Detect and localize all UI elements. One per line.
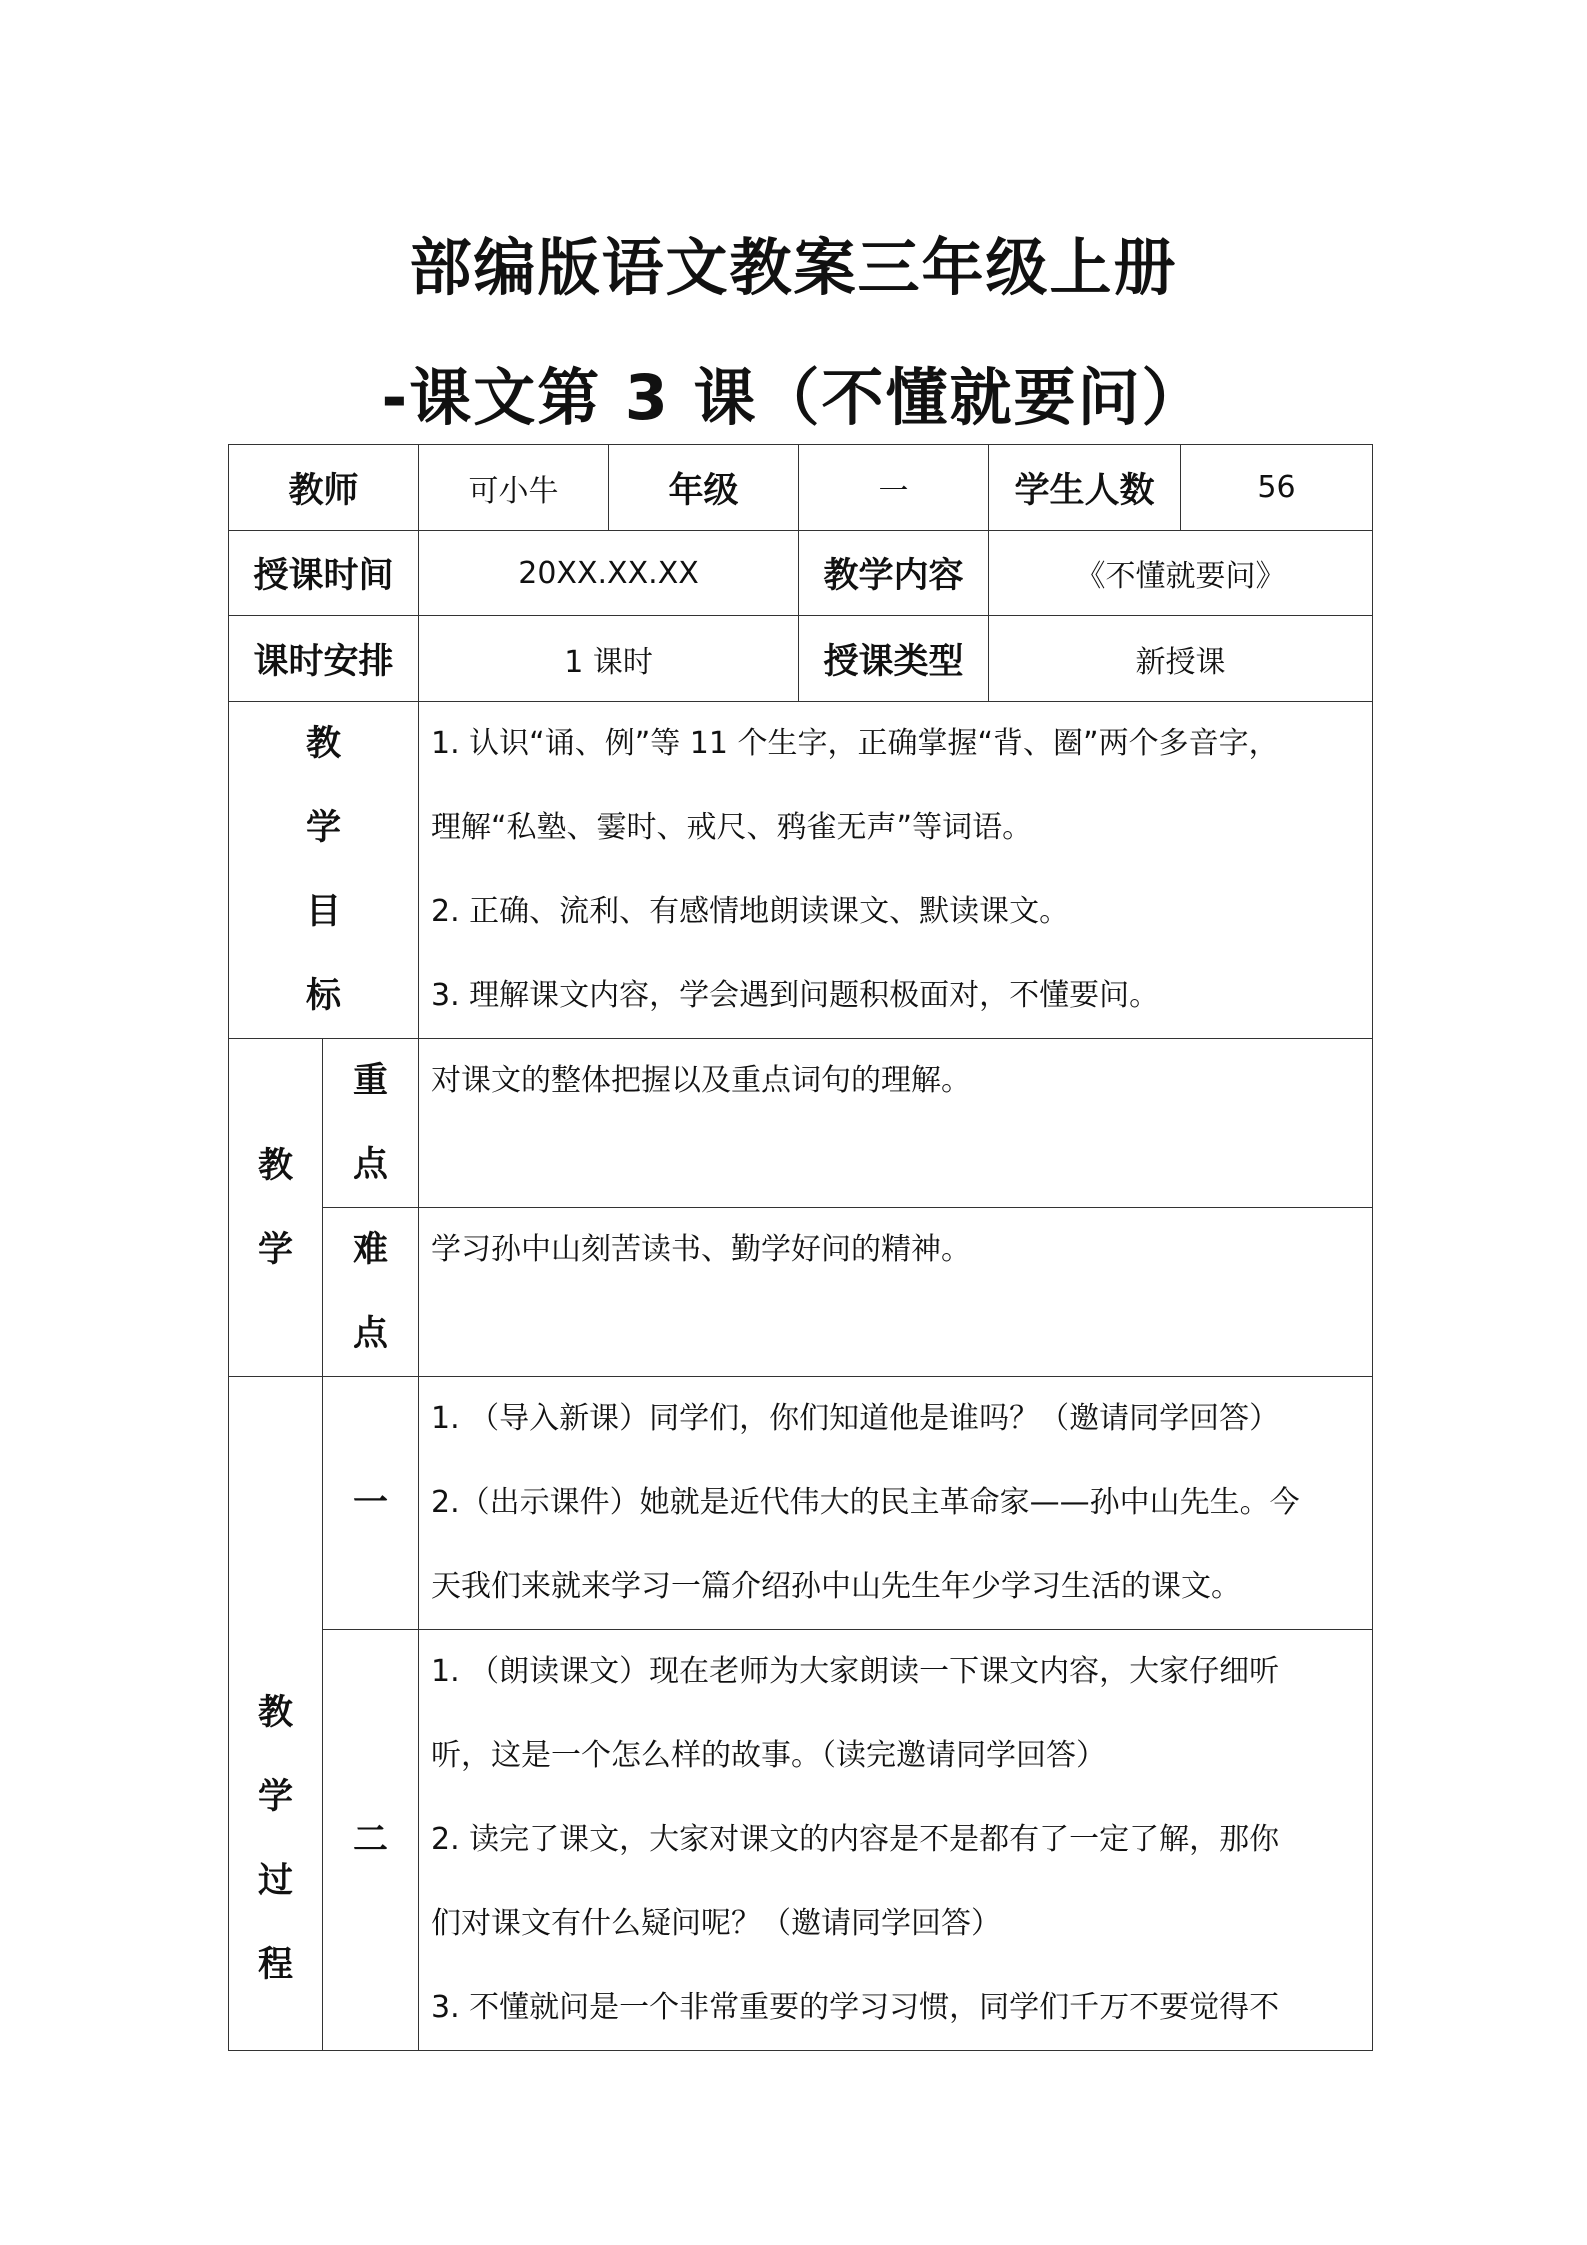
goals-label-char: 目	[306, 892, 342, 932]
goals-line: 2. 正确、流利、有感情地朗读课文、默读课文。	[431, 894, 1070, 929]
goals-line: 1. 认识“诵、例”等 11 个生字，正确掌握“背、圈”两个多音字，	[431, 726, 1279, 761]
document-title-line2: -课文第 3 课（不懂就要问）	[381, 361, 1206, 434]
step-two-line: 们对课文有什么疑问呢？（邀请同学回答）	[431, 1906, 1002, 1941]
step-two-line: 听，这是一个怎么样的故事。（读完邀请同学回答）	[431, 1738, 1107, 1773]
key-point-label	[323, 1039, 419, 1208]
goals-label-char: 学	[306, 808, 342, 848]
time-value: 20XX.XX.XX	[419, 531, 799, 616]
teacher-label: 教师	[229, 445, 419, 531]
lesson-plan-table	[228, 444, 1373, 2051]
step-two-line: 3. 不懂就问是一个非常重要的学习习惯，同学们千万不要觉得不	[431, 1990, 1280, 2025]
goals-line: 理解“私塾、霎时、戒尺、鸦雀无声”等词语。	[431, 810, 1033, 845]
focus-label	[229, 1039, 323, 1377]
step-one-label: 一	[323, 1377, 419, 1630]
content-label: 教学内容	[799, 531, 989, 616]
time-label: 授课时间	[229, 531, 419, 616]
key-point-text: 对课文的整体把握以及重点词句的理解。	[419, 1039, 1373, 1208]
hours-label: 课时安排	[229, 616, 419, 702]
difficult-point-char: 点	[353, 1314, 389, 1354]
step-two-label: 二	[323, 1630, 419, 2051]
content-value: 《不懂就要问》	[989, 531, 1373, 616]
goals-content	[419, 702, 1373, 1039]
step-one-content	[419, 1377, 1373, 1630]
teacher-value: 可小牛	[419, 445, 609, 531]
step-two-line: 2. 读完了课文，大家对课文的内容是不是都有了一定了解，那你	[431, 1822, 1280, 1857]
students-value: 56	[1181, 445, 1373, 531]
goals-label-char: 标	[306, 976, 342, 1016]
focus-label-char: 教	[257, 1145, 293, 1186]
process-label-char: 过	[257, 1860, 293, 1901]
process-label-char: 教	[257, 1692, 293, 1733]
type-value: 新授课	[989, 616, 1373, 702]
process-label-char: 学	[257, 1776, 293, 1817]
process-label-char: 程	[257, 1944, 293, 1985]
hours-value: 1 课时	[419, 616, 799, 702]
goals-line: 3. 理解课文内容，学会遇到问题积极面对，不懂要问。	[431, 978, 1160, 1013]
key-point-char: 重	[353, 1061, 389, 1101]
goals-label-char: 教	[306, 724, 342, 764]
focus-label-char: 学	[257, 1229, 293, 1270]
type-label: 授课类型	[799, 616, 989, 702]
step-two-line: 1. （朗读课文）现在老师为大家朗读一下课文内容，大家仔细听	[431, 1654, 1280, 1689]
goals-label	[229, 702, 419, 1039]
key-point-char: 点	[353, 1145, 389, 1185]
difficult-point-char: 难	[353, 1230, 389, 1270]
grade-value: 一	[799, 445, 989, 531]
difficult-point-label	[323, 1208, 419, 1377]
step-one-line: 天我们来就来学习一篇介绍孙中山先生年少学习生活的课文。	[431, 1569, 1242, 1604]
step-one-line: 1. （导入新课）同学们，你们知道他是谁吗？（邀请同学回答）	[431, 1401, 1280, 1436]
process-label	[229, 1377, 323, 2051]
grade-label: 年级	[609, 445, 799, 531]
step-one-line: 2.（出示课件）她就是近代伟大的民主革命家——孙中山先生。今	[431, 1485, 1300, 1520]
document-title-line1: 部编版语文教案三年级上册	[409, 231, 1178, 304]
step-two-content	[419, 1630, 1373, 2051]
students-label: 学生人数	[989, 445, 1181, 531]
difficult-point-text: 学习孙中山刻苦读书、勤学好问的精神。	[419, 1208, 1373, 1377]
